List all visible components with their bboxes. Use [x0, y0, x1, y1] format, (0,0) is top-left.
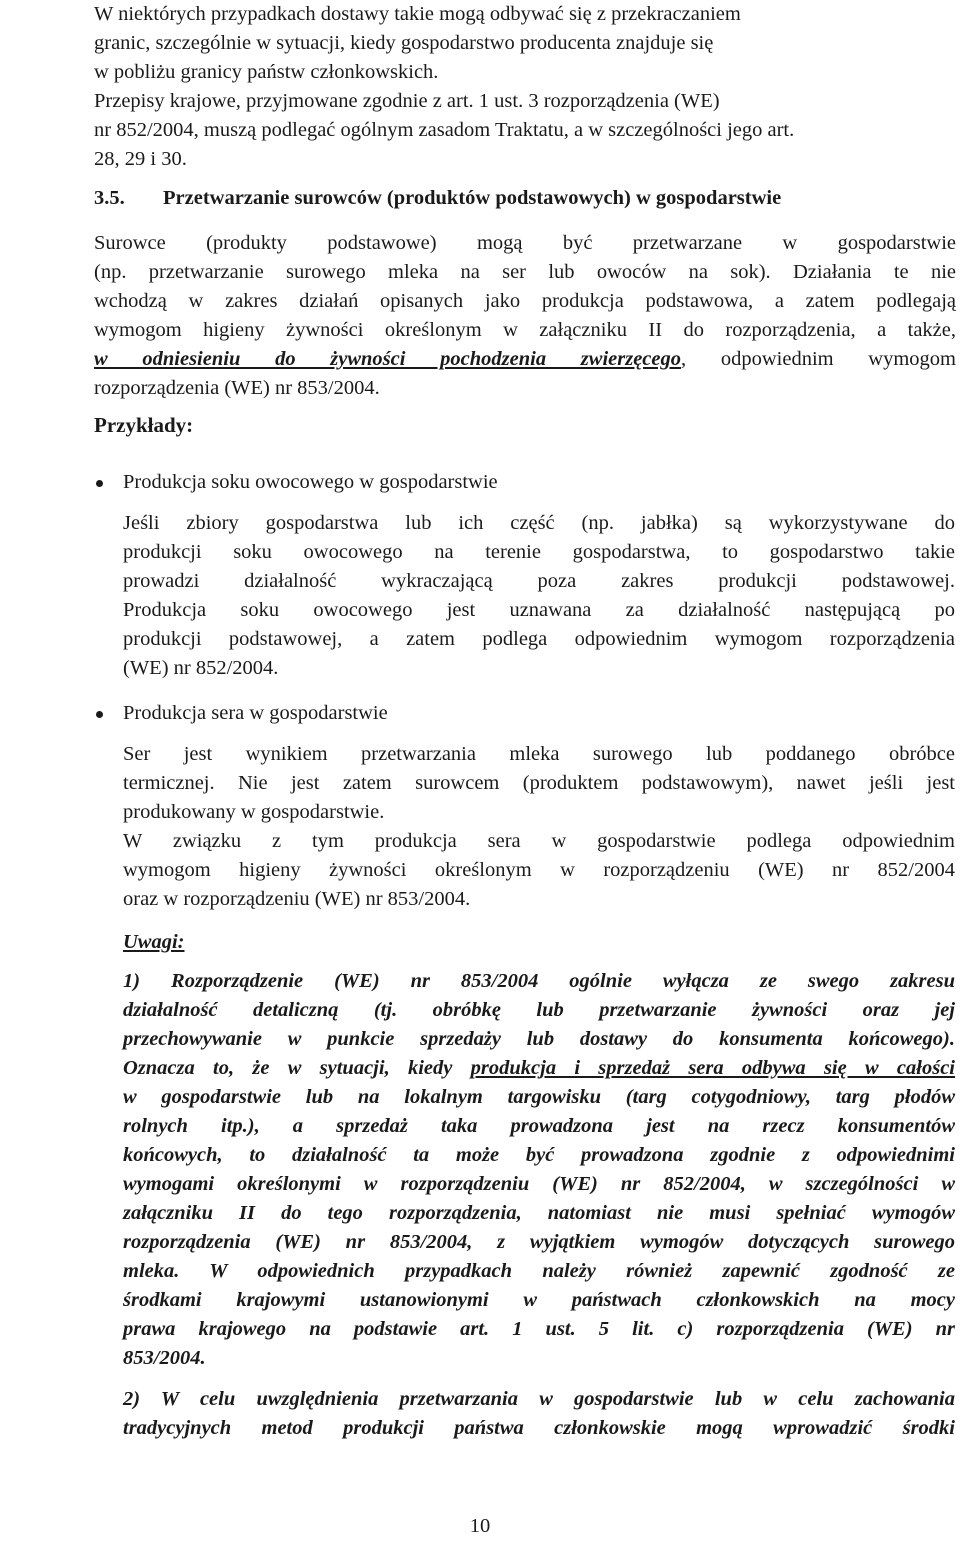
- text-line: mleka. W odpowiednich przypadkach należy również zapewnić zgodność ze: [123, 1260, 955, 1282]
- text-line: rozporządzenia (WE) nr 853/2004, z wyjątkiem wymogów dotyczących surowego: [123, 1231, 955, 1253]
- text-line: środkami krajowymi ustanowionymi w państwach członkowskich na mocy: [123, 1289, 955, 1311]
- text-line: rolnych itp.), a sprzedaż taka prowadzona jest na rzecz konsumentów: [123, 1115, 955, 1137]
- section-number: 3.5.: [94, 187, 125, 209]
- bullet-title: Produkcja sera w gospodarstwie: [123, 702, 388, 724]
- text-line: działalność detaliczną (tj. obróbkę lub przetwarzanie żywności oraz jej: [123, 999, 955, 1021]
- text-line: 1) Rozporządzenie (WE) nr 853/2004 ogólnie wyłącza ze swego zakresu: [123, 970, 955, 992]
- text-line: tradycyjnych metod produkcji państwa członkowskie mogą wprowadzić środki: [123, 1417, 955, 1439]
- text-line: prawa krajowego na podstawie art. 1 ust. 5 lit. c) rozporządzenia (WE) nr: [123, 1318, 955, 1340]
- text-line: produkcji soku owocowego na terenie gospodarstwa, to gospodarstwo takie: [123, 541, 955, 563]
- text-line: (WE) nr 852/2004.: [123, 657, 279, 679]
- text-line: Ser jest wynikiem przetwarzania mleka surowego lub poddanego obróbce: [123, 743, 955, 765]
- text-line: nr 852/2004, muszą podlegać ogólnym zasadom Traktatu, a w szczególności jego art.: [94, 119, 795, 141]
- text-line: 28, 29 i 30.: [94, 148, 187, 170]
- intro-paragraph-1: [94, 0, 956, 87]
- text-line: wchodzą w zakres działań opisanych jako produkcja podstawowa, a zatem podlegają: [94, 290, 956, 312]
- text-fragment: Oznacza to, że w sytuacji, kiedy: [123, 1057, 471, 1079]
- section-body: [94, 229, 956, 403]
- bullet-icon: [96, 480, 103, 487]
- text-line: w pobliżu granicy państw członkowskich.: [94, 61, 439, 83]
- text-line: termicznej. Nie jest zatem surowcem (produktem podstawowym), nawet jeśli jest: [123, 772, 955, 794]
- text-line: Produkcja soku owocowego jest uznawana za działalność następującą po: [123, 599, 955, 621]
- text-line: prowadzi działalność wykraczającą poza zakres produkcji podstawowej.: [123, 570, 955, 592]
- note-2: [123, 1385, 955, 1443]
- text-fragment: , odpowiednim wymogom: [681, 348, 957, 370]
- text-line: [123, 1054, 955, 1083]
- bullet-title: Produkcja soku owocowego w gospodarstwie: [123, 471, 498, 493]
- text-line: granic, szczególnie w sytuacji, kiedy gospodarstwo producenta znajduje się: [94, 32, 714, 54]
- text-line: załączniku II do tego rozporządzenia, natomiast nie musi spełniać wymogów: [123, 1202, 955, 1224]
- text-line: końcowych, to działalność ta może być prowadzona zgodnie z odpowiednimi: [123, 1144, 955, 1166]
- text-line: W związku z tym produkcja sera w gospodarstwie podlega odpowiednim: [123, 830, 955, 852]
- text-line-emphasis: [94, 345, 956, 374]
- underlined-text: produkcja i sprzedaż sera odbywa się w całości: [470, 1057, 956, 1079]
- page-number: 10: [469, 1515, 491, 1537]
- text-line: 2) W celu uwzględnienia przetwarzania w gospodarstwie lub w celu zachowania: [123, 1388, 955, 1410]
- text-line: w gospodarstwie lub na lokalnym targowisku (targ cotygodniowy, targ płodów: [123, 1086, 955, 1108]
- section-heading: [94, 184, 956, 213]
- emphasis-text: w odniesieniu do żywności pochodzenia zwierzęcego: [94, 348, 682, 370]
- text-line: W niektórych przypadkach dostawy takie mogą odbywać się z przekraczaniem: [94, 3, 741, 25]
- text-line: (np. przetwarzanie surowego mleka na ser lub owoców na sok). Działania te nie: [94, 261, 956, 283]
- note-1: [123, 967, 955, 1373]
- example-body: [123, 740, 955, 914]
- text-line: wymogami określonymi w rozporządzeniu (WE) nr 852/2004, w szczególności w: [123, 1173, 955, 1195]
- text-line: produkowany w gospodarstwie.: [123, 801, 385, 823]
- text-line: Przepisy krajowe, przyjmowane zgodnie z art. 1 ust. 3 rozporządzenia (WE): [94, 90, 720, 112]
- text-line: 853/2004.: [123, 1347, 206, 1369]
- examples-label: Przykłady:: [94, 413, 194, 437]
- text-line: wymogom higieny żywności określonym w załączniku II do rozporządzenia, a także,: [94, 319, 956, 341]
- text-line: wymogom higieny żywności określonym w rozporządzeniu (WE) nr 852/2004: [123, 859, 955, 881]
- bullet-icon: [96, 711, 103, 718]
- text-line: oraz w rozporządzeniu (WE) nr 853/2004.: [123, 888, 471, 910]
- section-title: Przetwarzanie surowców (produktów podstawowych) w gospodarstwie: [163, 187, 782, 209]
- text-line: Surowce (produkty podstawowe) mogą być przetwarzane w gospodarstwie: [94, 232, 956, 254]
- text-line: przechowywanie w punkcie sprzedaży lub dostawy do konsumenta końcowego).: [123, 1028, 955, 1050]
- text-line: rozporządzenia (WE) nr 853/2004.: [94, 377, 380, 399]
- notes-label: Uwagi:: [123, 931, 185, 953]
- text-line: Jeśli zbiory gospodarstwa lub ich część (np. jabłka) są wykorzystywane do: [123, 512, 955, 534]
- example-body: [123, 509, 955, 683]
- text-line: produkcji podstawowej, a zatem podlega odpowiednim wymogom rozporządzenia: [123, 628, 955, 650]
- intro-paragraph-2: [94, 87, 956, 174]
